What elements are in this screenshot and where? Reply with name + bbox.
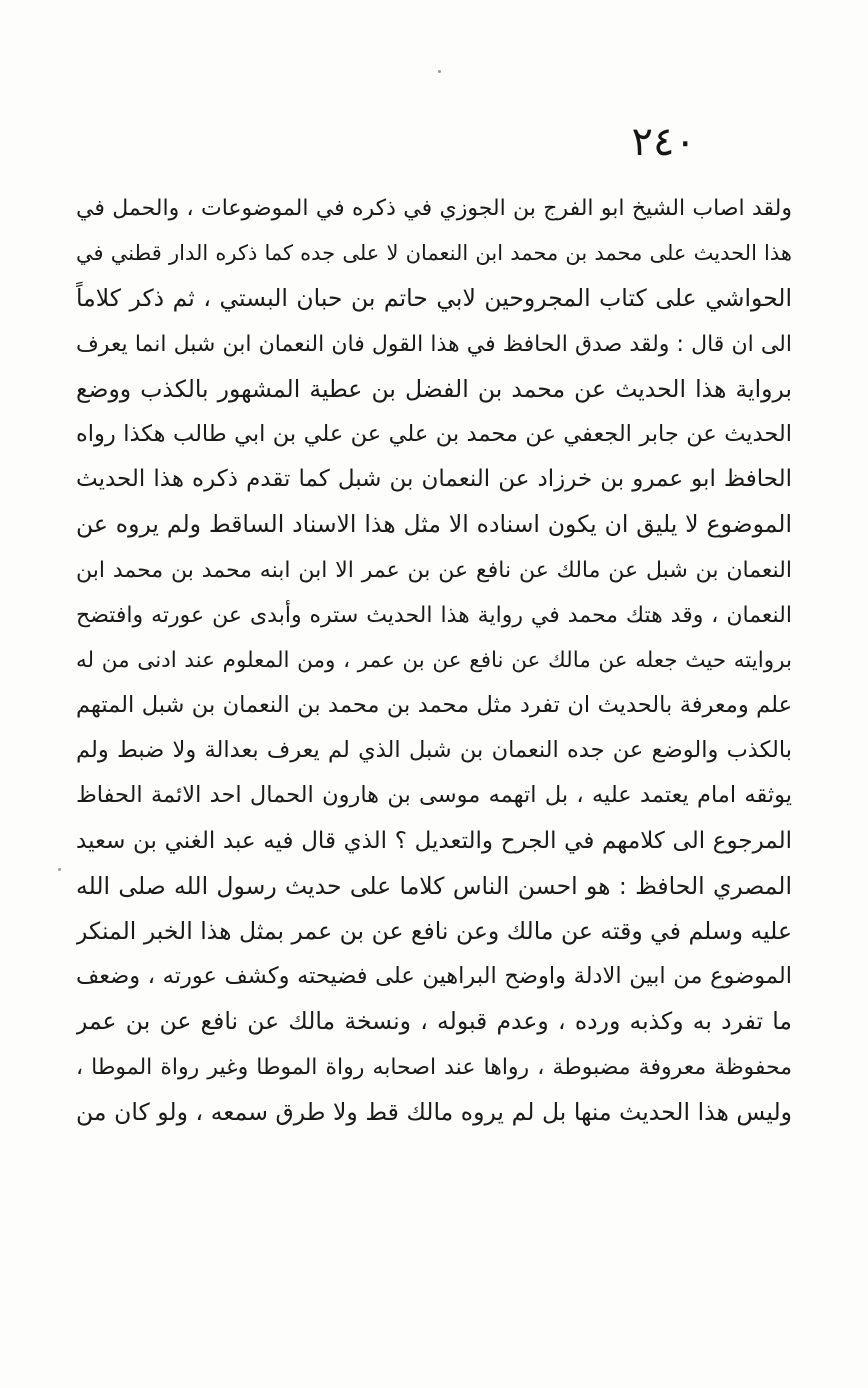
text-line: هذا الحديث على محمد بن محمد ابن النعمان لا على جده كما ذكره الدار قطني في (76, 241, 792, 266)
text-line: ولقد اصاب الشيخ ابو الفرج بن الجوزي في ذكره في الموضوعات ، والحمل في (76, 196, 792, 221)
text-line: برواية هذا الحديث عن محمد بن الفضل بن عطية المشهور بالكذب ووضع (76, 374, 792, 403)
text-line: بالكذب والوضع عن جده النعمان بن شبل الذي لم يعرف بعدالة ولا ضبط ولم (76, 737, 792, 764)
text-line: ما تفرد به وكذبه ورده ، وعدم قبوله ، ونسخة مالك عن نافع عن بن عمر (76, 1007, 792, 1036)
scan-speck (438, 70, 441, 73)
page-number: ٢٤٠ (631, 119, 696, 165)
text-line: الموضوع من ابين الادلة واوضح البراهين على فضيحته وكشف عورته ، وضعف (76, 963, 792, 990)
body-text (76, 186, 792, 1135)
text-line: المرجوع الى كلامهم في الجرح والتعديل ؟ الذي قال فيه عبد الغني بن سعيد (76, 827, 792, 854)
text-line: علم ومعرفة بالحديث ان تفرد مثل محمد بن محمد بن النعمان بن شبل المتهم (76, 692, 792, 719)
text-line: الى ان قال : ولقد صدق الحافظ في هذا القول فان النعمان ابن شبل انما يعرف (76, 331, 792, 357)
text-line: المصري الحافظ : هو احسن الناس كلاما على حديث رسول الله صلى الله (76, 871, 792, 900)
text-line: الحافظ ابو عمرو بن خرزاد عن النعمان بن شبل كما تقدم ذكره هذا الحديث (76, 466, 792, 493)
scan-speck (58, 868, 61, 871)
text-line: الموضوع لا يليق ان يكون اسناده الا مثل هذا الاسناد الساقط ولم يروه عن (76, 510, 792, 539)
text-line: الحواشي على كتاب المجروحين لابي حاتم بن حبان البستي ، ثم ذكر كلاماً (76, 284, 792, 313)
text-line: عليه وسلم في وقته عن مالك وعن نافع عن بن عمر بمثل هذا الخبر المنكر (76, 917, 792, 945)
text-line: يوثقه امام يعتمد عليه ، بل اتهمه موسى بن هارون الحمال احد الائمة الحفاظ (76, 782, 792, 809)
text-line: بروايته حيث جعله عن مالك عن نافع عن بن عمر ، ومن المعلوم عند ادنى من له (76, 647, 792, 673)
text-line: الحديث عن جابر الجعفي عن محمد بن علي عن علي بن ابي طالب هكذا رواه (76, 420, 792, 447)
text-line: النعمان بن شبل عن مالك عن نافع عن بن عمر الا ابن ابنه محمد بن محمد ابن (76, 557, 792, 583)
text-line: النعمان ، وقد هتك محمد في رواية هذا الحديث ستره وأبدى عن عورته وافتضح (76, 602, 792, 628)
text-line: محفوظة معروفة مضبوطة ، رواها عند اصحابه رواة الموطا وغير رواة الموطا ، (76, 1054, 792, 1080)
text-line: وليس هذا الحديث منها بل لم يروه مالك قط ولا طرق سمعه ، ولو كان من (76, 1097, 792, 1126)
